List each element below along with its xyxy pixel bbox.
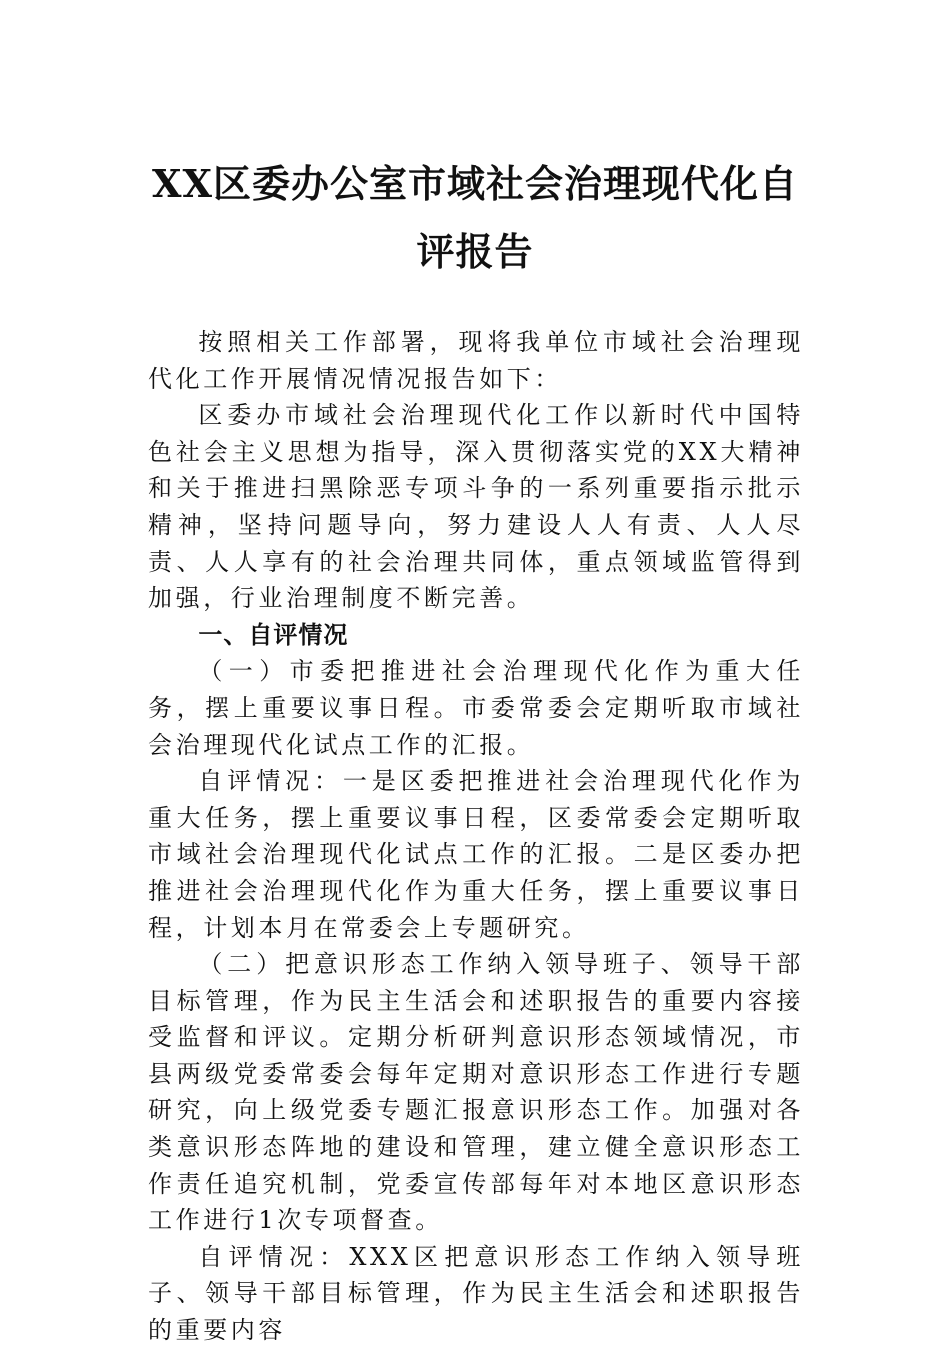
paragraph-item-1: （一）市委把推进社会治理现代化作为重大任务，摆上重要议事日程。市委常委会定期听取市域社会治理现代化试点工作的汇报。	[148, 657, 804, 759]
paragraph-intro: 按照相关工作部署，现将我单位市域社会治理现代化工作开展情况情况报告如下：	[148, 328, 804, 393]
paragraph-item-2-evaluation: 自评情况：XXX区把意识形态工作纳入领导班子、领导干部目标管理，作为民主生活会和述职报告的重要内容	[148, 1242, 804, 1345]
paragraph-overview: 区委办市域社会治理现代化工作以新时代中国特色社会主义思想为指导，深入贯彻落实党的XX大精神和关于推进扫黑除恶专项斗争的一系列重要指示批示精神，坚持问题导向，努力建设人人有责、人人尽责、人人享有的社会治理共同体，重点领域监管得到加强，行业治理制度不断完善。	[148, 401, 804, 613]
paragraph-item-1-evaluation: 自评情况：一是区委把推进社会治理现代化作为重大任务，摆上重要议事日程，区委常委会定期听取市域社会治理现代化试点工作的汇报。二是区委办把推进社会治理现代化作为重大任务，摆上重要议事日程，计划本月在常委会上专题研究。	[148, 767, 804, 942]
document-body	[148, 324, 804, 1349]
document-title: XX区委办公室市域社会治理现代化自评报告	[152, 161, 798, 274]
paragraph-item-2: （二）把意识形态工作纳入领导班子、领导干部目标管理，作为民主生活会和述职报告的重要内容接受监督和评议。定期分析研判意识形态领域情况，市县两级党委常委会每年定期对意识形态工作进行专题研究，向上级党委专题汇报意识形态工作。加强对各类意识形态阵地的建设和管理，建立健全意识形态工作责任追究机制，党委宣传部每年对本地区意识形态工作进行1次专项督查。	[148, 950, 804, 1235]
section-heading-self-evaluation: 一、自评情况	[198, 620, 349, 649]
